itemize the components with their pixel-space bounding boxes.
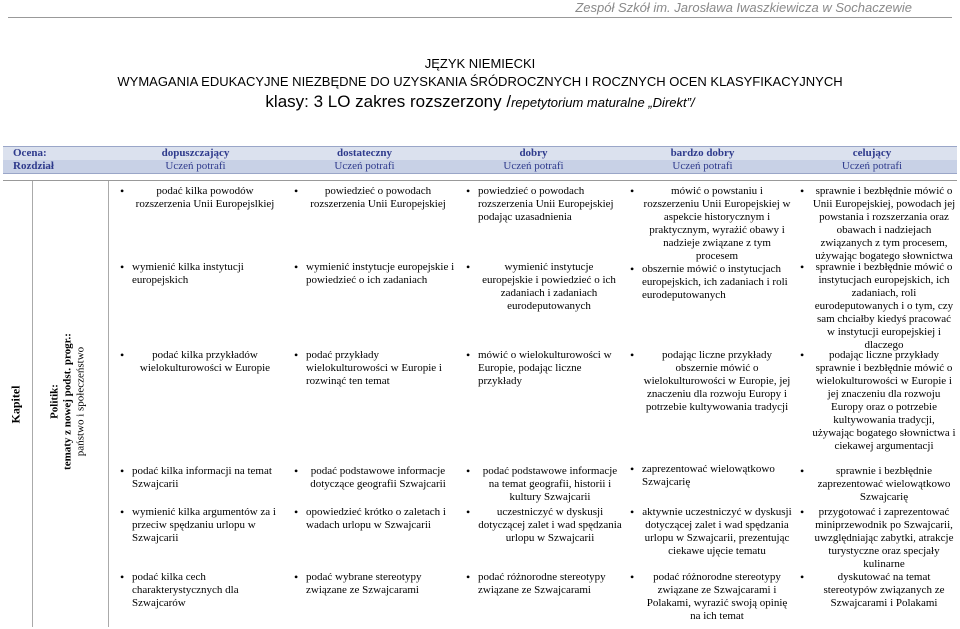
requirement-item: • podać kilka informacji na temat Szwajcarii <box>118 465 278 491</box>
requirement-item: • podając liczne przykłady obszernie mówić o wielokulturowości w Europie, jej znaczeniu dla rozwoju Europy i potrzebie kultywowania tradycji <box>628 349 792 414</box>
class-title <box>0 92 960 113</box>
requirement-item: • wymienić instytucje europejskie i powiedzieć o ich zadaniach i zadaniach eurodeputowanych <box>464 261 620 313</box>
grade-dostateczny: dostateczny <box>280 147 449 161</box>
school-name: Zespół Szkół im. Jarosława Iwaszkiewicza w Sochaczewie <box>575 0 912 15</box>
requirement-item: • powiedzieć o powodach rozszerzenia Unii Europejskiej <box>292 185 450 211</box>
requirement-item: • podać wybrane stereotypy związane ze Szwajcarami <box>292 571 452 597</box>
requirement-item: • podać kilka powodów rozszerzenia Unii Europejslkiej <box>118 185 278 211</box>
requirement-item: • zaprezentować wielowątkowo Szwajcarię <box>628 463 788 489</box>
requirement-item: • podać kilka cech charakterystycznych dla Szwajcarów <box>118 571 248 610</box>
requirement-item: • wymienić instytucje europejskie i powiedzieć o ich zadaniach <box>292 261 460 287</box>
politik-topic: państwo i społeczeństwo <box>74 346 87 457</box>
politik-subtitle: tematy z nowej podst. progr.: <box>61 333 74 470</box>
chapter-label: Kapitel <box>8 385 23 424</box>
requirement-item: • podać przykłady wielokulturowości w Europie i rozwinąć ten temat <box>292 349 454 388</box>
requirements-title: WYMAGANIA EDUKACYJNE NIEZBĘDNE DO UZYSKANIA ŚRÓDROCZNYCH I ROCZNYCH OCEN KLASYFIKACYJNYCH <box>117 74 843 89</box>
requirement-item: • dyskutować na temat stereotypów związanych ze Szwajcarami i Polakami <box>798 571 956 610</box>
column-divider <box>108 181 109 627</box>
document-titles <box>0 56 960 113</box>
requirement-item: • podać podstawowe informacje dotyczące geografii Szwajcarii <box>292 465 450 491</box>
content-divider <box>3 180 957 181</box>
grade-bardzo-dobry: bardzo dobry <box>618 147 787 161</box>
requirement-item: • aktywnie uczestniczyć w dyskusji dotyczącej zalet i wad spędzania urlopu w Szwajcarii, prezentując ciekawe ujęcie tematu <box>628 506 792 558</box>
requirement-item: • wymienić kilka argumentów za i przeciw spędzaniu urlopu w Szwajcarii <box>118 506 283 545</box>
requirement-item: • podając liczne przykłady sprawnie i bezbłędnie mówić o wielokulturowości w Europie i jej znaczeniu dla rozwoju Europy oraz o potrzebie kultywowania tradycji, używając bogatego słownictwa i ciekawej argumentacji <box>798 349 956 453</box>
requirement-item: • powiedzieć o powodach rozszerzenia Unii Europejskiej podając uzasadnienia <box>464 185 626 224</box>
requirement-item: • uczestniczyć w dyskusji dotyczącej zalet i wad spędzania urlopu w Szwajcarii <box>464 506 622 545</box>
chapter-row <box>3 160 957 174</box>
politik-label <box>49 312 88 492</box>
requirement-item: • sprawnie i bezbłędnie mówić o Unii Europejskiej, powodach jej powstania i rozszerzania oraz obawach i nadziejach związanych z tym procesem, używając bogatego słownictwa <box>798 185 956 263</box>
class-title-main: klasy: 3 LO zakres rozszerzony / <box>265 92 512 111</box>
grade-celujacy: celujący <box>787 147 957 161</box>
can-label: Uczeń potrafi <box>449 160 618 174</box>
header-divider <box>8 17 952 18</box>
requirement-item: • sprawnie i bezbłędnie zaprezentować wielowątkowo Szwajcarię <box>798 465 956 504</box>
requirement-item: • mówić o powstaniu i rozszerzeniu Unii Europejskiej w aspekcie historycznym i praktycznym, wyrażić obawy i nadzieje związane z tym procesem <box>628 185 792 263</box>
chapter-row-label: Rozdział <box>3 160 111 174</box>
class-title-sub: repetytorium maturalne „Direkt”/ <box>511 95 695 110</box>
requirement-item: • mówić o wielokulturowości w Europie, podając liczne przykłady <box>464 349 624 388</box>
grades-header-table <box>3 146 957 174</box>
requirement-item: • przygotować i zaprezentować miniprzewodnik po Szwajcarii, uwzględniając zabytki, atrakcje turystyczne oraz specjały kulinarne <box>798 506 956 571</box>
can-label: Uczeń potrafi <box>111 160 280 174</box>
requirement-item: • obszernie mówić o instytucjach europejskich, ich zadaniach i roli eurodeputowanych <box>628 263 792 302</box>
can-label: Uczeń potrafi <box>787 160 957 174</box>
grade-dopuszczajacy: dopuszczający <box>111 147 280 161</box>
requirement-item: • podać kilka przykładów wielokulturowości w Europie <box>118 349 278 375</box>
requirement-item: • podać podstawowe informacje na temat geografii, historii i kultury Szwajcarii <box>464 465 622 504</box>
column-divider <box>32 181 33 627</box>
requirement-item: • podać różnorodne stereotypy związane ze Szwajcarami <box>464 571 626 597</box>
requirement-item: • wymienić kilka instytucji europejskich <box>118 261 276 287</box>
can-label: Uczeń potrafi <box>280 160 449 174</box>
subject-title: JĘZYK NIEMIECKI <box>424 56 536 71</box>
requirement-item: • sprawnie i bezbłędnie mówić o instytucjach europejskich, ich zadaniach, roli eurodeputowanych i o tym, czy sam chciałby kiedyś pracować w instytucji europejskiej i dlaczego <box>798 261 956 352</box>
requirement-item: • podać różnorodne stereotypy związane ze Szwajcarami i Polakami, wyrazić swoją opinię na ich temat <box>628 571 792 623</box>
grade-dobry: dobry <box>449 147 618 161</box>
grades-row <box>3 147 957 161</box>
grade-row-label: Ocena: <box>3 147 111 161</box>
politik-title: Politik: <box>48 384 61 419</box>
can-label: Uczeń potrafi <box>618 160 787 174</box>
requirement-item: • opowiedzieć krótko o zaletach i wadach urlopu w Szwajcarii <box>292 506 454 532</box>
